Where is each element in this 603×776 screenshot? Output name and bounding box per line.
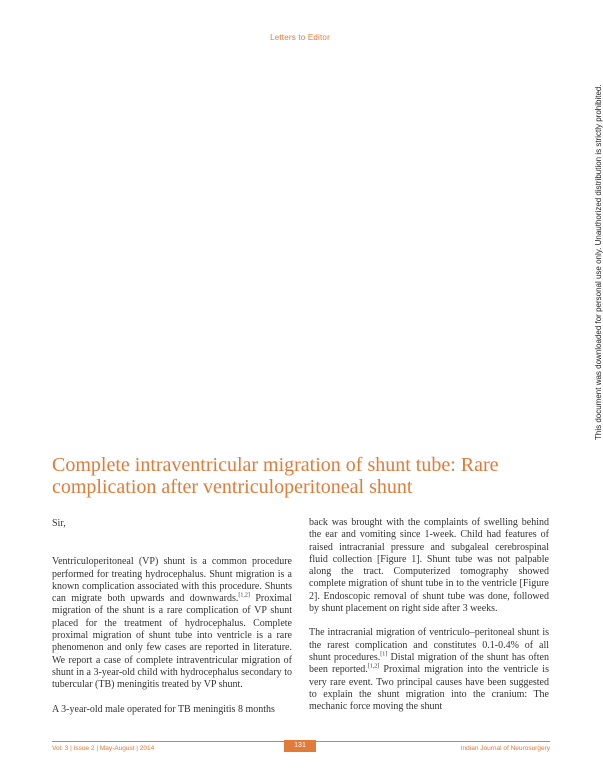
right-column <box>309 517 549 713</box>
section-header: Letters to Editor <box>270 33 330 42</box>
paragraph-1 <box>52 556 292 691</box>
paragraph-3-text-end: Proximal migration into the ventricle is very rare event. Two principal causes have been suggested to explain the shunt migration into the cranium: The mechanic force moving the shunt <box>309 664 549 713</box>
paragraph-2-end: back was brought with the complaints of swelling behind the ear and vomiting since 1-week. Child had features of raised intracranial pressure and subgaleal cerebrospinal fluid collection [Figure 1]. Shunt tube was not palpable along the tract. Computerized tomography showed complete migration of shunt tube in to the ventricle [Figure 2]. Endoscopic removal of shunt tube was done, followed by shunt placement on right side after 3 weeks. <box>309 517 549 615</box>
citation-ref: [1] <box>380 651 388 658</box>
download-notice: This document was downloaded for personal use only. Unauthorized distribution is strictly prohibited. <box>594 84 603 440</box>
salutation: Sir, <box>52 518 66 529</box>
left-column <box>52 518 292 716</box>
citation-ref: [1,2] <box>238 592 250 599</box>
paragraph-3-text: The intracranial migration of ventriculo–peritoneal shunt is the rarest complication and constitutes 0.1-0.4% of all shunt procedures. <box>309 627 549 663</box>
journal-name: Indian Journal of Neurosurgery <box>460 745 550 752</box>
paragraph-1-text: Ventriculoperitoneal (VP) shunt is a common procedure performed for treating hydrocephalus. Shunt migration is a known complication associated with this procedure. Shunts can migrate both upwards and downwards. <box>52 556 292 605</box>
page-number: 131 <box>284 740 316 752</box>
paragraph-1-text-cont: Proximal migration of the shunt is a rare complication of VP shunt placed for the treatment of hydrocephalus. Complete proximal migration of shunt tube into ventricle is a rare phenomenon and only few cases are reported in literature. We report a case of complete intraventricular migration of shunt in a 3-year-old child with hydrocephalus secondary to tubercular (TB) meningitis treated by VP shunt. <box>52 593 292 691</box>
paragraph-3-text-cont: Distal migration of the shunt has often been reported. <box>309 651 549 676</box>
article-title: Complete intraventricular migration of shunt tube: Rare complication after ventriculoperitoneal shunt <box>52 454 499 498</box>
volume-info: Vol. 3 | Issue 2 | May-August | 2014 <box>52 745 155 752</box>
paragraph-2-start: A 3-year-old male operated for TB meningitis 8 months <box>52 703 275 715</box>
paragraph-3 <box>309 627 549 713</box>
citation-ref: [1,2] <box>367 663 380 670</box>
